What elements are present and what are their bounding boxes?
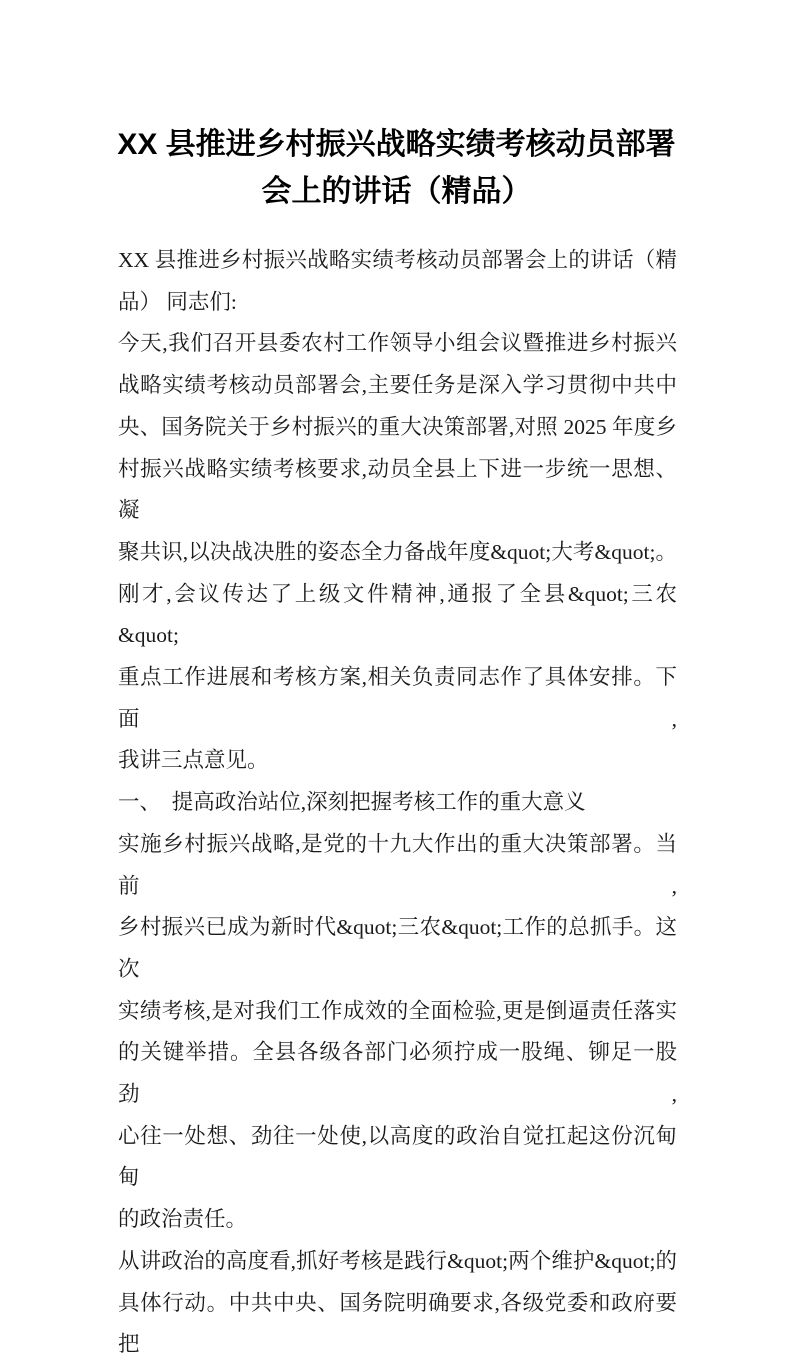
title-line-2: 会上的讲话（精品） <box>261 175 532 208</box>
body-line: 实绩考核,是对我们工作成效的全面检验,更是倒逼责任落实 <box>118 998 677 1023</box>
document-body <box>118 240 677 1366</box>
body-line: 心往一处想、劲往一处使,以高度的政治自觉扛起这份沉甸甸 <box>118 1123 677 1190</box>
body-line: 实施乡村振兴战略,是党的十九大作出的重大决策部署。当前, <box>118 831 677 898</box>
body-line: 刚才,会议传达了上级文件精神,通报了全县&quot;三农&quot; <box>118 581 677 648</box>
body-line: 战略实绩考核动员部署会,主要任务是深入学习贯彻中共中 <box>118 373 677 398</box>
body-line: 具体行动。中共中央、国务院明确要求,各级党委和政府要把 <box>118 1290 677 1357</box>
body-line: 乡村振兴已成为新时代&quot;三农&quot;工作的总抓手。这次 <box>118 915 677 981</box>
document-title <box>0 0 793 215</box>
body-line: 我讲三点意见。 <box>118 748 269 773</box>
body-line: 品） 同志们: <box>118 289 237 314</box>
body-line: 从讲政治的高度看,抓好考核是践行&quot;两个维护&quot;的 <box>118 1248 677 1273</box>
title-line-1: XX 县推进乡村振兴战略实绩考核动员部署 <box>117 128 676 161</box>
body-line: 村振兴战略实绩考核要求,动员全县上下进一步统一思想、凝 <box>118 456 677 523</box>
body-line: 重点工作进展和考核方案,相关负责同志作了具体安排。下面, <box>118 665 677 731</box>
body-line: 的关键举措。全县各级各部门必须拧成一股绳、铆足一股劲, <box>118 1040 677 1107</box>
body-line: XX 县推进乡村振兴战略实绩考核动员部署会上的讲话（精 <box>118 248 677 272</box>
body-line: 一、 提高政治站位,深刻把握考核工作的重大意义 <box>118 790 586 815</box>
body-line: 聚共识,以决战决胜的姿态全力备战年度&quot;大考&quot;。 <box>118 539 677 564</box>
body-line: 的政治责任。 <box>118 1207 248 1232</box>
body-line: 今天,我们召开县委农村工作领导小组会议暨推进乡村振兴 <box>118 331 677 356</box>
body-line: 央、国务院关于乡村振兴的重大决策部署,对照 2025 年度乡 <box>118 414 677 439</box>
